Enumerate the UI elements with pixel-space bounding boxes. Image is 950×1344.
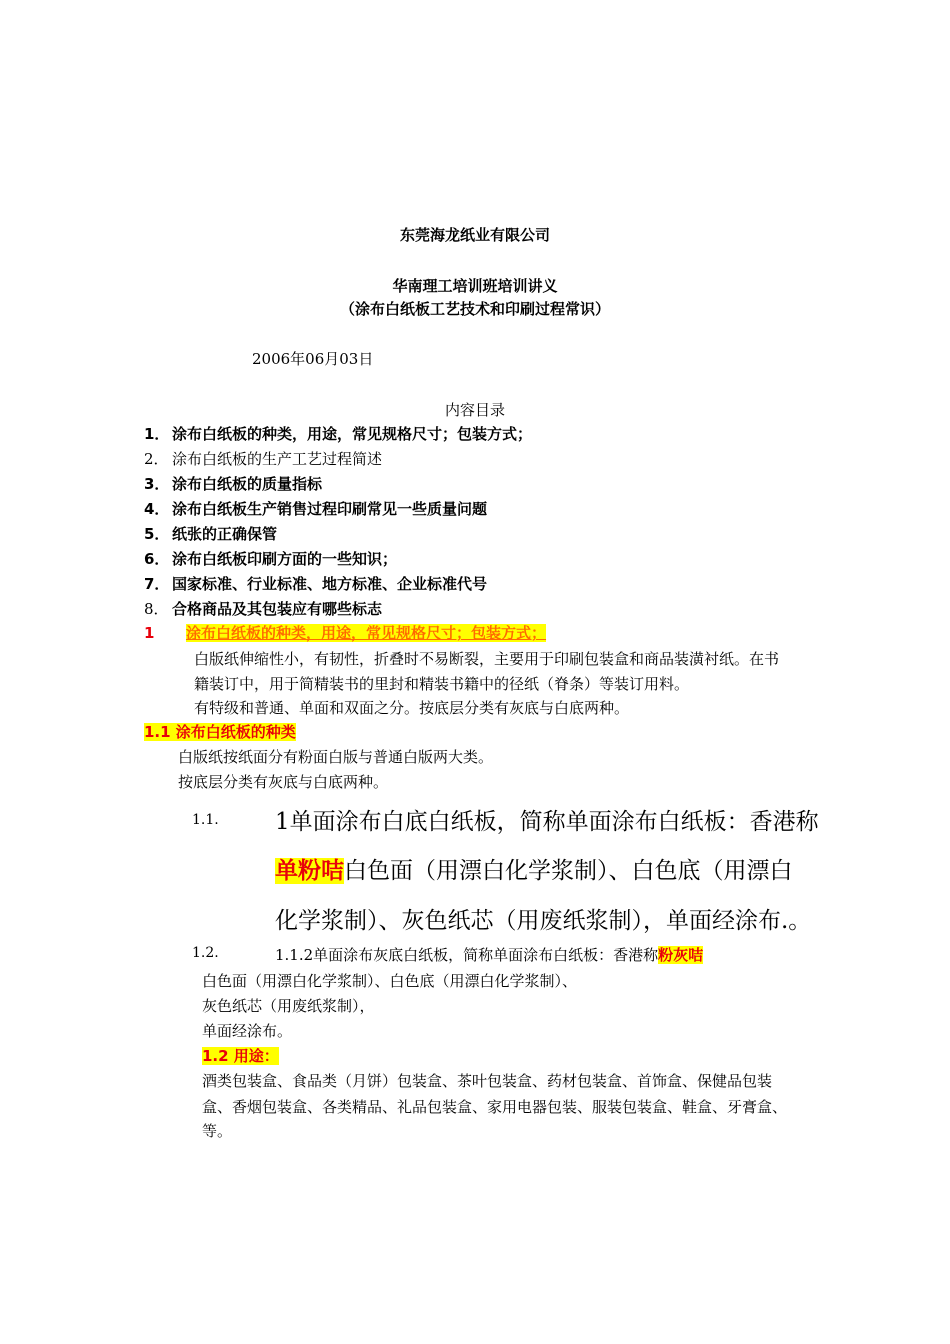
toc-item[interactable]: 4． 涂布白纸板生产销售过程印刷常见一些质量问题 [144, 500, 488, 518]
document-date: 2006年06月03日 [252, 350, 374, 368]
item-1-1-line: 1单面涂布白底白纸板，简称单面涂布白纸板：香港称 [275, 809, 819, 835]
section-1-2-heading: 1.2 用途： [202, 1047, 279, 1065]
section-1-1-text: 按底层分类有灰底与白底两种。 [178, 773, 389, 791]
section-1-2-text: 等。 [202, 1122, 233, 1140]
toc-item[interactable]: 8． 合格商品及其包装应有哪些标志 [144, 600, 383, 618]
lecture-title: 华南理工培训班培训讲义 [392, 277, 558, 295]
toc-item[interactable]: 3． 涂布白纸板的质量指标 [144, 475, 323, 493]
item-1-2-line: 白色面（用漂白化学浆制）、白色底（用漂白化学浆制）、 [202, 972, 578, 990]
toc-item[interactable]: 6． 涂布白纸板印刷方面的一些知识； [144, 550, 398, 568]
item-1-1-line: 化学浆制）、灰色纸芯（用废纸浆制），单面经涂布.。 [275, 908, 812, 934]
section-1-1-heading: 1.1 涂布白纸板的种类 [144, 723, 296, 741]
section-1-1-text: 白版纸按纸面分有粉面白版与普通白版两大类。 [178, 748, 494, 766]
toc-title: 内容目录 [444, 401, 505, 419]
toc-item[interactable]: 5． 纸张的正确保管 [144, 525, 278, 543]
section-1-2-text: 盒、香烟包装盒、各类精品、礼品包装盒、家用电器包装、服装包装盒、鞋盒、牙膏盒、 [202, 1098, 788, 1116]
item-1-2-line: 1.1.2单面涂布灰底白纸板，简称单面涂布白纸板：香港称粉灰咭 [275, 946, 704, 964]
section-1-2-text: 酒类包装盒、食品类（月饼）包装盒、茶叶包装盒、药材包装盒、首饰盒、保健品包装 [202, 1072, 773, 1090]
item-1-1-line: 单粉咭白色面（用漂白化学浆制）、白色底（用漂白 [275, 858, 793, 884]
toc-item[interactable]: 1． 涂布白纸板的种类，用途，常见规格尺寸；包装方式； [144, 425, 533, 443]
item-1-2-line: 灰色纸芯（用废纸浆制）， [202, 997, 375, 1015]
company-name: 东莞海龙纸业有限公司 [399, 226, 550, 244]
item-1-2-label: 1.2. [192, 945, 219, 961]
toc-item[interactable]: 2． 涂布白纸板的生产工艺过程简述 [144, 450, 383, 468]
item-1-2-line: 单面经涂布。 [202, 1022, 293, 1040]
section-1-paragraph: 有特级和普通、单面和双面之分。按底层分类有灰底与白底两种。 [194, 699, 630, 717]
toc-item[interactable]: 7． 国家标准、行业标准、地方标准、企业标准代号 [144, 575, 488, 593]
section-1-paragraph: 籍装订中，用于简精装书的里封和精装书籍中的径纸（脊条）等装订用料。 [194, 675, 690, 693]
lecture-subtitle: （涂布白纸板工艺技术和印刷过程常识） [339, 300, 610, 318]
section-1-paragraph: 白版纸伸缩性小，有韧性，折叠时不易断裂，主要用于印刷包装盒和商品装潢衬纸。在书 [194, 650, 780, 668]
item-1-1-label: 1.1. [192, 812, 219, 828]
section-1-heading: 1 涂布白纸板的种类，用途，常见规格尺寸；包装方式； [144, 624, 547, 642]
